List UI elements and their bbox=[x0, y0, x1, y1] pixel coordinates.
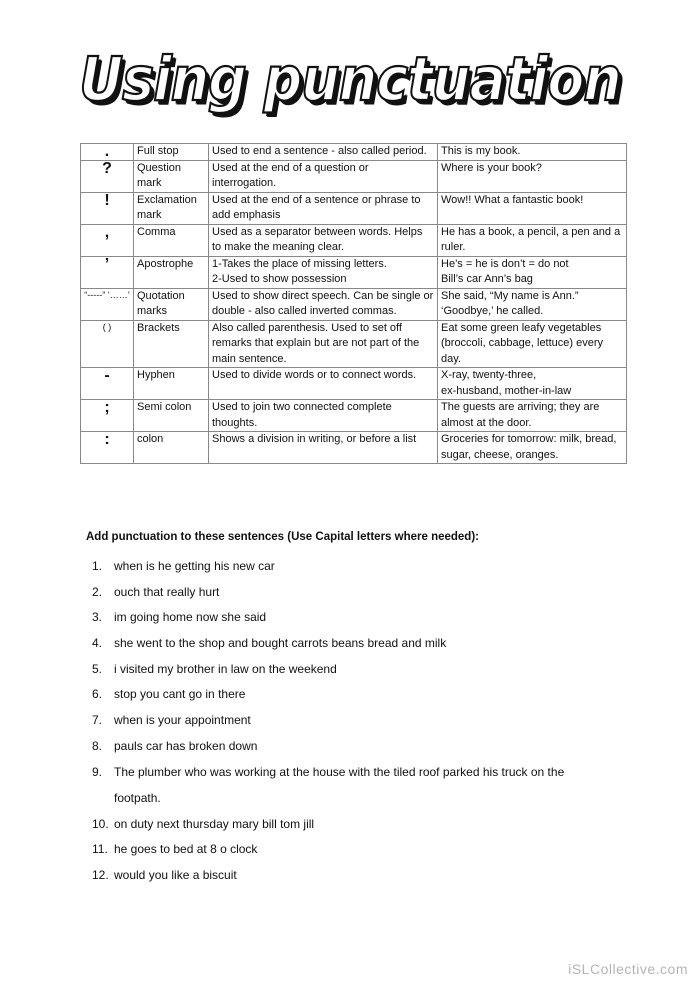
name-cell: Apostrophe bbox=[134, 256, 209, 288]
example-cell: Wow!! What a fantastic book! bbox=[438, 192, 627, 224]
symbol-cell: . bbox=[81, 144, 134, 161]
list-item bbox=[92, 659, 564, 685]
table-row bbox=[81, 256, 627, 288]
table-row bbox=[81, 144, 627, 161]
list-item bbox=[92, 607, 564, 633]
item-number: 8. bbox=[92, 738, 103, 753]
example-cell: He’s = he is don’t = do not Bill’s car Ann’s bag bbox=[438, 256, 627, 288]
symbol-cell: ’ bbox=[81, 256, 134, 288]
name-cell: Brackets bbox=[134, 320, 209, 368]
page-title: Using punctuation bbox=[79, 44, 621, 115]
table-row bbox=[81, 368, 627, 400]
description-cell: Used to join two connected complete thoughts. bbox=[209, 400, 438, 432]
table-row bbox=[81, 224, 627, 256]
item-number: 4. bbox=[92, 636, 103, 651]
name-cell: Hyphen bbox=[134, 368, 209, 400]
sentence-continuation: footpath. bbox=[114, 790, 161, 805]
sentence-text: he goes to bed at 8 o clock bbox=[114, 842, 258, 857]
name-cell: Question mark bbox=[134, 160, 209, 192]
item-number: 2. bbox=[92, 584, 103, 599]
list-item bbox=[92, 710, 564, 736]
table-row bbox=[81, 432, 627, 464]
table-row bbox=[81, 192, 627, 224]
list-item bbox=[92, 814, 564, 840]
example-cell: This is my book. bbox=[438, 144, 627, 161]
sentence-text: stop you cant go in there bbox=[114, 687, 246, 702]
symbol-cell: ! bbox=[81, 192, 134, 224]
example-cell: Eat some green leafy vegetables (broccoli, cabbage, lettuce) every day. bbox=[438, 320, 627, 368]
symbol-cell: - bbox=[81, 368, 134, 400]
name-cell: Semi colon bbox=[134, 400, 209, 432]
sentence-text: would you like a biscuit bbox=[114, 867, 237, 882]
item-number: 11. bbox=[92, 842, 108, 857]
sentence-text: ouch that really hurt bbox=[114, 584, 220, 599]
example-cell: X-ray, twenty-three, ex-husband, mother-in-law bbox=[438, 368, 627, 400]
list-item bbox=[92, 736, 564, 762]
table-row bbox=[81, 288, 627, 320]
name-cell: Quotation marks bbox=[134, 288, 209, 320]
list-item bbox=[92, 865, 564, 891]
item-number: 3. bbox=[92, 610, 103, 625]
sentence-text: she went to the shop and bought carrots beans bread and milk bbox=[114, 636, 447, 651]
sentence-text: on duty next thursday mary bill tom jill bbox=[114, 816, 315, 831]
symbol-cell: “-----” ‘……’ bbox=[81, 288, 134, 320]
item-number: 10. bbox=[92, 816, 109, 831]
description-cell: Shows a division in writing, or before a list bbox=[209, 432, 438, 464]
description-cell: Used as a separator between words. Helps to make the meaning clear. bbox=[209, 224, 438, 256]
name-cell: colon bbox=[134, 432, 209, 464]
exercise-list bbox=[92, 556, 564, 891]
description-cell: Used to show direct speech. Can be single or double - also called inverted commas. bbox=[209, 288, 438, 320]
name-cell: Exclamation mark bbox=[134, 192, 209, 224]
sentence-text: The plumber who was working at the house with the tiled roof parked his truck on the bbox=[114, 764, 565, 779]
description-cell: Used to divide words or to connect words. bbox=[209, 368, 438, 400]
list-item bbox=[92, 556, 564, 582]
description-cell: Used at the end of a sentence or phrase to add emphasis bbox=[209, 192, 438, 224]
example-cell: She said, “My name is Ann.” ‘Goodbye,’ he called. bbox=[438, 288, 627, 320]
sentence-text: pauls car has broken down bbox=[114, 738, 258, 753]
item-number: 7. bbox=[92, 713, 103, 728]
table-row bbox=[81, 320, 627, 368]
description-cell: 1-Takes the place of missing letters. 2-Used to show possession bbox=[209, 256, 438, 288]
list-item bbox=[92, 762, 564, 814]
example-cell: Where is your book? bbox=[438, 160, 627, 192]
punctuation-table bbox=[80, 143, 627, 464]
item-number: 1. bbox=[92, 559, 103, 573]
name-cell: Full stop bbox=[134, 144, 209, 161]
table-row bbox=[81, 160, 627, 192]
list-item bbox=[92, 582, 564, 608]
symbol-cell: ( ) bbox=[81, 320, 134, 368]
symbol-cell: ; bbox=[81, 400, 134, 432]
description-cell: Also called parenthesis. Used to set off remarks that explain but are not part of the main sentence. bbox=[209, 320, 438, 368]
item-number: 6. bbox=[92, 687, 103, 702]
example-cell: He has a book, a pencil, a pen and a ruler. bbox=[438, 224, 627, 256]
symbol-cell: : bbox=[81, 432, 134, 464]
sentence-text: i visited my brother in law on the weekend bbox=[114, 661, 337, 676]
watermark: iSLCollective.com bbox=[568, 961, 688, 977]
item-number: 9. bbox=[92, 764, 103, 779]
sentence-text: when is he getting his new car bbox=[114, 559, 275, 573]
symbol-cell: ? bbox=[81, 160, 134, 192]
list-item bbox=[92, 633, 564, 659]
instructions: Add punctuation to these sentences (Use Capital letters where needed): bbox=[86, 531, 479, 543]
table-row bbox=[81, 400, 627, 432]
item-number: 12. bbox=[92, 867, 109, 882]
name-cell: Comma bbox=[134, 224, 209, 256]
description-cell: Used at the end of a question or interrogation. bbox=[209, 160, 438, 192]
item-number: 5. bbox=[92, 661, 103, 676]
example-cell: Groceries for tomorrow: milk, bread, sugar, cheese, oranges. bbox=[438, 432, 627, 464]
symbol-cell: , bbox=[81, 224, 134, 256]
example-cell: The guests are arriving; they are almost at the door. bbox=[438, 400, 627, 432]
description-cell: Used to end a sentence - also called period. bbox=[209, 144, 438, 161]
sentence-text: when is your appointment bbox=[114, 713, 251, 728]
sentence-text: im going home now she said bbox=[114, 610, 267, 625]
list-item bbox=[92, 684, 564, 710]
list-item bbox=[92, 839, 564, 865]
